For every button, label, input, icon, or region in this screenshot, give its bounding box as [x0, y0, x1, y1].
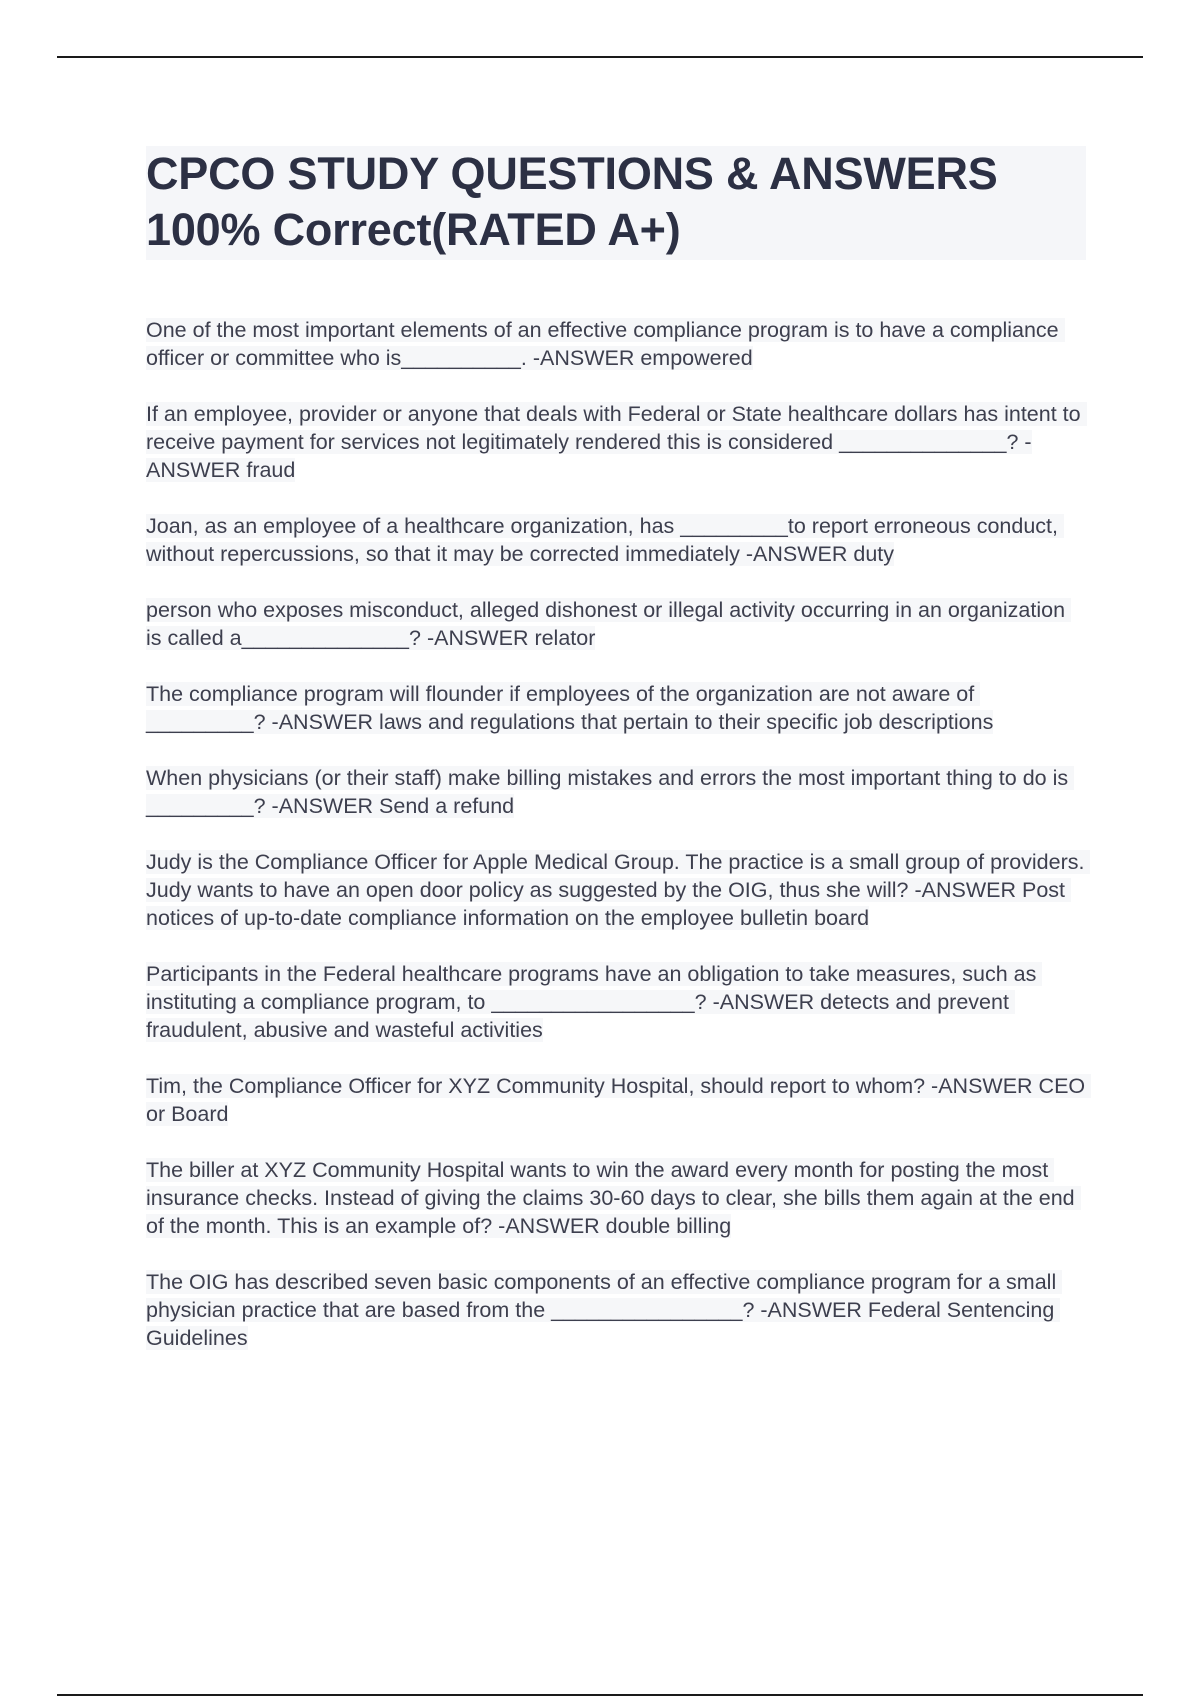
top-rule [57, 56, 1143, 58]
qa-item: The OIG has described seven basic components of an effective compliance program for a small physician practice that are based from the ________________? -ANSWER Federal Sentencing Guidelines [146, 1270, 1063, 1350]
qa-item: Judy is the Compliance Officer for Apple Medical Group. The practice is a small group of providers. Judy wants to have an open door policy as suggested by the OIG, thus she will? -ANSWER Post notices of up-to-date compliance information on the employee bulletin board [146, 850, 1091, 930]
title-line-1: CPCO STUDY QUESTIONS & ANSWERS [146, 148, 998, 199]
title-block [146, 146, 1086, 260]
bottom-rule [57, 1694, 1143, 1696]
qa-item: One of the most important elements of an effective compliance program is to have a compliance officer or committee who is__________. -ANSWER empowered [146, 318, 1065, 370]
qa-item: person who exposes misconduct, alleged dishonest or illegal activity occurring in an organization is called a______________? -ANSWER relator [146, 598, 1072, 650]
qa-item: Joan, as an employee of a healthcare organization, has _________to report erroneous conduct, without repercussions, so that it may be corrected immediately -ANSWER duty [146, 514, 1064, 566]
qa-item: When physicians (or their staff) make billing mistakes and errors the most important thing to do is _________? -ANSWER Send a refund [146, 766, 1075, 818]
document-title [146, 146, 1086, 258]
qa-item: The compliance program will flounder if employees of the organization are not aware of _________? -ANSWER laws and regulations that pertain to their specific job descriptions [146, 682, 994, 734]
qa-list [146, 316, 1092, 1352]
qa-item: Tim, the Compliance Officer for XYZ Community Hospital, should report to whom? -ANSWER CEO or Board [146, 1074, 1092, 1126]
qa-item: If an employee, provider or anyone that deals with Federal or State healthcare dollars has intent to receive payment for services not legitimately rendered this is considered ______________? -ANSWER fraud [146, 402, 1087, 482]
qa-item: Participants in the Federal healthcare programs have an obligation to take measures, such as instituting a compliance program, to _________________? -ANSWER detects and prevent fraudulent, abusive and wasteful activities [146, 962, 1043, 1042]
document-body [146, 146, 1092, 1380]
title-line-2: 100% Correct(RATED A+) [146, 204, 681, 255]
qa-item: The biller at XYZ Community Hospital wants to win the award every month for posting the most insurance checks. Instead of giving the claims 30-60 days to clear, she bills them again at the end of the month. This is an example of? -ANSWER double billing [146, 1158, 1081, 1238]
